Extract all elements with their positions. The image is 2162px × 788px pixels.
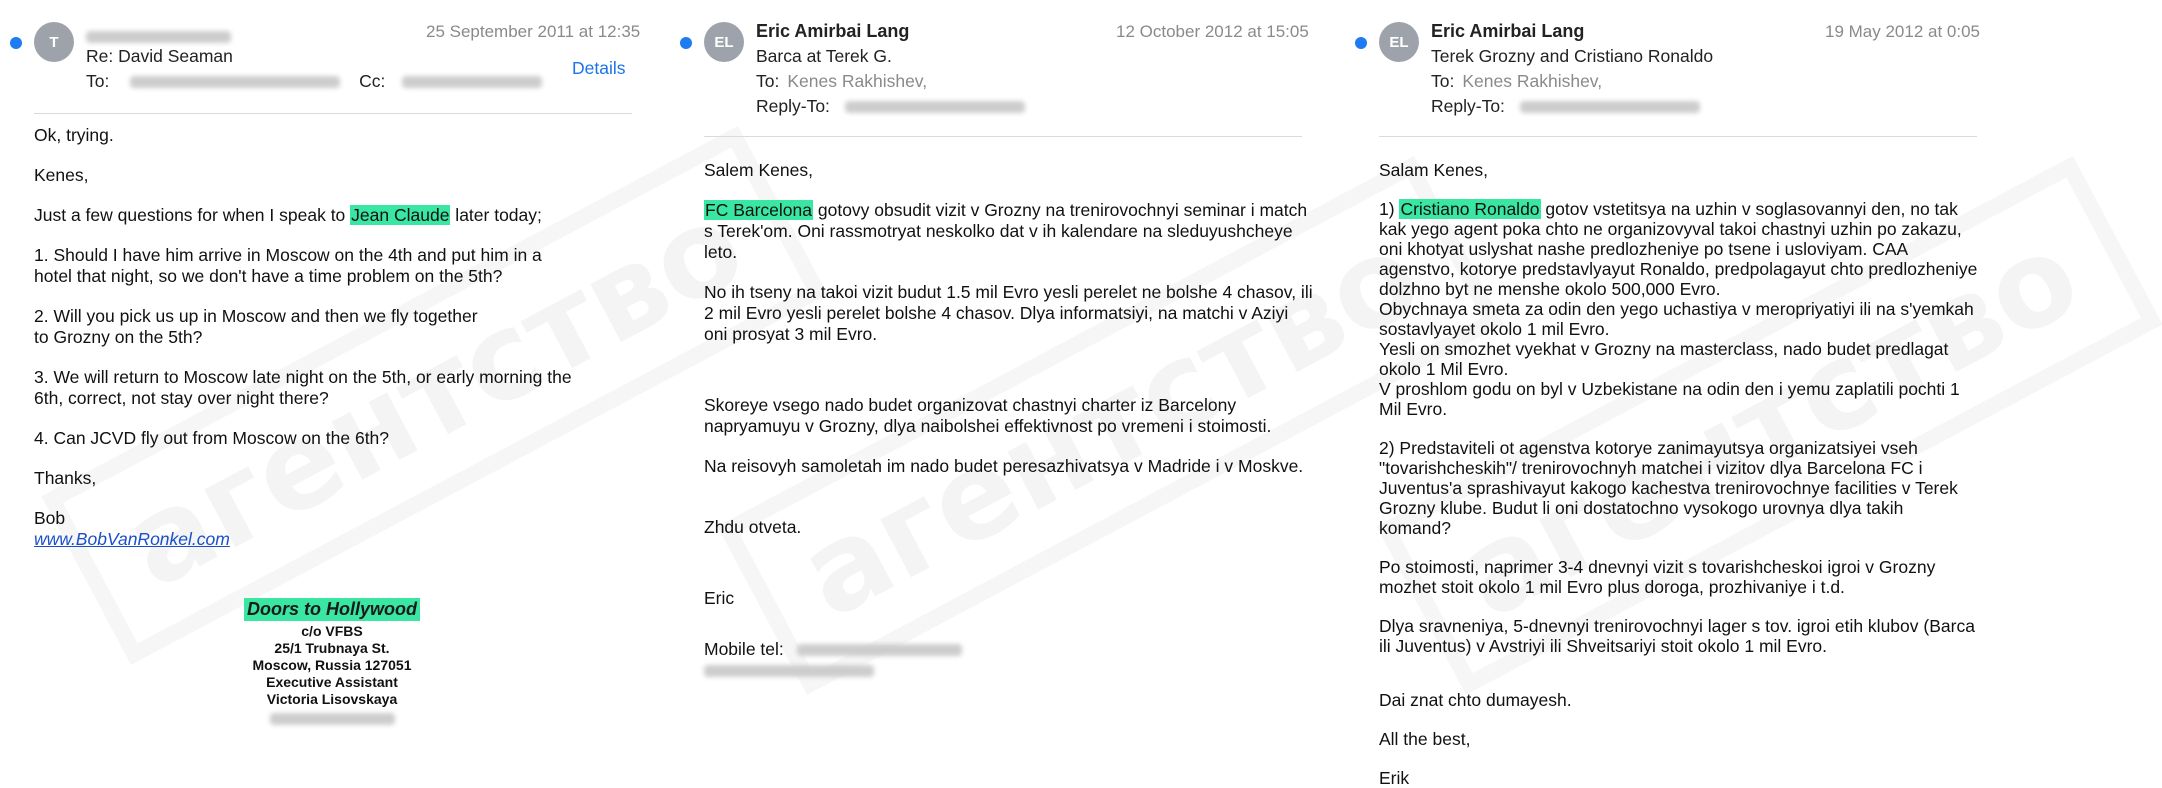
body-paragraph-3: Skoreye vsego nado budet organizovat chastnyi charter iz Barcelony napryamuyu v Grozny, dlya naibolshei effektivnost po vremeni i stoimosti. (704, 395, 1272, 436)
redacted-mobile-2 (704, 665, 874, 677)
to-label: To: (756, 71, 780, 91)
email-date: 12 October 2012 at 15:05 (1116, 22, 1309, 41)
body-paragraph-1 (704, 200, 1316, 263)
signature-title: Doors to Hollywood (244, 598, 420, 621)
question-1: 1. Should I have him arrive in Moscow on the 4th and put him in a hotel that night, so we don't have a time problem on the 5th? (34, 245, 542, 286)
email-body (1355, 160, 2000, 788)
highlight-name: Jean Claude (351, 205, 450, 225)
details-link[interactable]: Details (572, 58, 626, 78)
email-date: 25 September 2011 at 12:35 (426, 22, 641, 41)
body-paragraph-1d: V proshlom godu on byl v Uzbekistane na odin den i yemu zaplatili pochti 1 Mil Evro. (1379, 379, 1960, 419)
body-intro (34, 205, 575, 226)
header-divider (704, 136, 1302, 137)
email-body (0, 125, 665, 550)
header-divider (1379, 136, 1977, 137)
body-paragraph-1b: Obychnaya smeta za odin den yego uchastiya v meropriyatiyi ili na s'yemkah sostavlyayet okolo 1 mil Evro. (1379, 299, 1974, 339)
highlight-name: FC Barcelona (705, 200, 812, 220)
intro-text: Just a few questions for when I speak to (34, 205, 351, 225)
email-panel-2 (686, 0, 1340, 773)
email-panel-1 (0, 0, 665, 773)
mobile-label: Mobile tel: (704, 639, 784, 659)
intro-text-end: later today; (450, 205, 542, 225)
redacted-phone (232, 710, 432, 728)
sender-name: Eric Amirbai Lang (1431, 21, 1585, 41)
greeting: Kenes, (34, 165, 89, 185)
signature-line: Moscow, Russia 127051 (252, 657, 412, 673)
website-link[interactable]: www.BobVanRonkel.com (34, 529, 230, 549)
body-paragraph-4: Dlya sravneniya, 5-dnevnyi trenirovochnyi lager s tov. igroi etih klubov (Barca ili Juventus) v Avstriyi ili Shveitsariyi stoit okolo 1 mil Evro. (1379, 616, 1975, 656)
redacted-sender (86, 31, 231, 43)
redacted-reply-to (845, 101, 1025, 113)
question-3: 3. We will return to Moscow late night on the 5th, or early morning the 6th, correct, not stay over night there? (34, 367, 572, 408)
unread-indicator-icon (1355, 37, 1367, 49)
paragraph-text: gotovy obsudit vizit v Grozny na trenirovochnyi seminar i match s Terek'om. Oni rassmotryat neskolko dat v ih kalendare na sleduyushcheye leto. (704, 200, 1308, 262)
mobile-line (704, 639, 1316, 660)
redacted-phone-blur (270, 713, 395, 725)
email-header (686, 0, 1340, 140)
highlight-name: Cristiano Ronaldo (1400, 199, 1540, 219)
signature-line: c/o VFBS (301, 623, 363, 639)
closing: Thanks, (34, 468, 97, 488)
unread-indicator-icon (680, 37, 692, 49)
to-value: Kenes Rakhishev, (787, 71, 928, 91)
signoff: Erik (1379, 768, 1410, 788)
greeting: Salam Kenes, (1379, 160, 1488, 180)
email-subject: Terek Grozny and Cristiano Ronaldo (1431, 46, 1714, 66)
body-line: Ok, trying. (34, 125, 114, 145)
email-header (0, 0, 665, 140)
reply-to-line (756, 96, 1025, 117)
body-paragraph-2: No ih tseny na takoi vizit budut 1.5 mil Evro yesli perelet ne bolshe 4 chasov, ili 2 mil Evro yesli perelet bolshe 4 chasov. Dlya informatsiyi, na matchi v Aziyi oni prosyat 3 mil Evro. (704, 282, 1313, 344)
reply-to-label: Reply-To: (756, 96, 830, 116)
paragraph-prefix: 1) (1379, 199, 1400, 219)
reply-to-label: Reply-To: (1431, 96, 1505, 116)
unread-indicator-icon (10, 37, 22, 49)
redacted-recipient (130, 76, 340, 88)
redacted-cc (402, 76, 542, 88)
question-2-line-b: to Grozny on the 5th? (34, 327, 203, 347)
signature-line: Victoria Lisovskaya (266, 691, 398, 707)
body-paragraph-5: Dai znat chto dumayesh. (1379, 690, 1572, 710)
body-paragraph-1 (1379, 199, 1980, 299)
sender-name: Eric Amirbai Lang (756, 21, 910, 41)
paragraph-text: gotov vstetitsya na uzhin v soglasovannyi den, no tak kak yego agent poka chto ne organizovyval takoi chastnyi uzhin po zakazu, oni khotyat uslyshat nashe predlozheniye po tsene i usloviyam. CAA agenstvo, kotorye predstavlyayut Ronaldo, predpolagayut chto predlozheniye dolzhno byt ne menshe okolo 500,000 Evro. (1379, 199, 1978, 299)
to-label: To: (86, 71, 110, 91)
redacted-mobile (797, 644, 962, 656)
email-panel-3 (1355, 0, 2000, 788)
closing: All the best, (1379, 729, 1471, 749)
body-paragraph-4: Na reisovyh samoletah im nado budet peresazhivatsya v Madride i v Moskve. (704, 456, 1304, 476)
sender-name (86, 26, 231, 47)
reply-to-line (1431, 96, 1700, 117)
avatar: EL (1379, 22, 1419, 62)
to-value: Kenes Rakhishev, (1462, 71, 1603, 91)
to-line (86, 71, 542, 92)
question-4: 4. Can JCVD fly out from Moscow on the 6th? (34, 428, 390, 448)
email-subject: Barca at Terek G. (756, 46, 892, 66)
body-paragraph-5: Zhdu otveta. (704, 517, 802, 537)
body-paragraph-3: Po stoimosti, naprimer 3-4 dnevnyi vizit s tovarishcheskoi igroi v Grozny mozhet stoit okolo 1 mil Evro plus doroga, prozhivaniye i t.d. (1379, 557, 1936, 597)
signature-line: 25/1 Trubnaya St. (274, 640, 390, 656)
avatar: T (34, 22, 74, 62)
email-header (1355, 0, 2000, 140)
email-date: 19 May 2012 at 0:05 (1825, 22, 1981, 41)
to-line (756, 71, 927, 92)
signoff: Bob (34, 508, 66, 528)
mobile-line-2 (704, 660, 1316, 681)
body-paragraph-2: 2) Predstaviteli ot agenstva kotorye zanimayutsya organizatsiyei vseh "tovarishcheskih"/ trenirovochnyh matchei i vizitov dlya Barcelona FC i Juventus'a sprashivayut kakogo kachestva trenirovochnye facilities v Terek Grozny klube. Budut li oni dostatochno vysokogo urovnya dlya takih komand? (1379, 438, 1958, 538)
redacted-reply-to (1520, 101, 1700, 113)
signature-line: Executive Assistant (266, 674, 398, 690)
greeting: Salem Kenes, (704, 160, 813, 180)
question-2-line-a: 2. Will you pick us up in Moscow and then we fly together (34, 306, 478, 326)
question-2 (34, 306, 575, 348)
cc-label: Cc: (359, 71, 386, 91)
header-divider (34, 113, 632, 114)
email-body (686, 160, 1340, 681)
signoff: Eric (704, 588, 735, 608)
signature-block (232, 598, 432, 728)
avatar: EL (704, 22, 744, 62)
to-label: To: (1431, 71, 1455, 91)
to-line (1431, 71, 1602, 92)
email-subject: Re: David Seaman (86, 46, 233, 66)
body-paragraph-1c: Yesli on smozhet vyekhat v Grozny na masterclass, nado budet predlagat okolo 1 Mil Evro. (1379, 339, 1949, 379)
